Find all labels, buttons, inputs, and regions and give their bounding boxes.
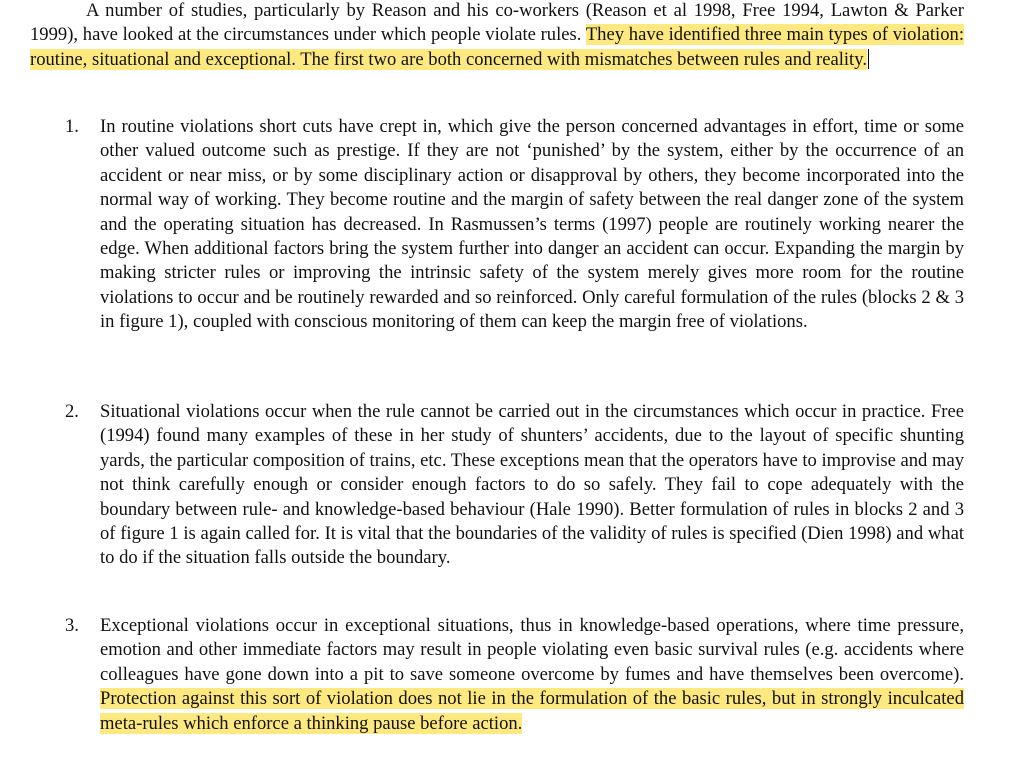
intro-text: A number of studies, particularly by Reason and his co-workers (Reason et al 1998, Free 1994, Lawton & Parker 1999), have looked at the circumstances under which people violate rules. bbox=[30, 0, 964, 46]
list-item-text: Situational violations occur when the rule cannot be carried out in the circumstances which occur in practice. Free (1994) found many examples of these in her study of shunters’ accidents, due to the layout of specific shunting yards, the particular composition of trains, etc. These exceptions mean that the operators have to improvise and may not think carefully enough or consider enough factors to do so safely. They fail to cope adequately with the boundary between rule- and knowledge-based behaviour (Hale 1990). Better formulation of rules in blocks 2 and 3 of figure 1 is again called for. It is vital that the boundaries of the validity of rules is specified (Dien 1998) and what to do if the situation falls outside the boundary. bbox=[100, 401, 965, 569]
list-item-situational-violations[interactable] bbox=[60, 400, 964, 571]
list-item-number: 2. bbox=[65, 401, 79, 422]
list-item-number: 1. bbox=[65, 116, 79, 137]
text-cursor bbox=[868, 49, 869, 69]
list-item-text: In routine violations short cuts have crept in, which give the person concerned advantages in effort, time or some other valued outcome such as prestige. If they are not ‘punished’ by the system, either by the occurrence of an accident or near miss, or by some disciplinary action or disapproval by others, they become incorporated into the normal way of working. They become routine and the margin of safety between the real danger zone of the system and the operating situation has decreased. In Rasmussen’s terms (1997) people are routinely working nearer the edge. When additional factors bring the system further into danger an accident can occur. Expanding the margin by making stricter rules or improving the intrinsic safety of the system merely gives more room for the routine violations to occur and be routinely rewarded and so reinforced. Only careful formulation of the rules (blocks 2 & 3 in figure 1), coupled with conscious monitoring of them can keep the margin free of violations. bbox=[100, 116, 964, 333]
list-item-highlight[interactable]: Protection against this sort of violation does not lie in the formulation of the basic rules, but in strongly inculcated meta-rules which enforce a thinking pause before action. bbox=[100, 688, 964, 734]
list-item-routine-violations[interactable] bbox=[60, 115, 964, 335]
list-item-text-plain: Exceptional violations occur in exceptional situations, thus in knowledge-based operations, where time pressure, emotion and other immediate factors may result in people violating even basic survival rules (e.g. accidents where colleagues have gone down into a pit to save someone overcome by fumes and have themselves been overcome). bbox=[100, 615, 964, 685]
list-item-text bbox=[100, 614, 964, 736]
intro-paragraph[interactable] bbox=[30, 0, 964, 72]
list-item-exceptional-violations[interactable] bbox=[60, 614, 964, 736]
intro-highlight[interactable]: They have identified three main types of violation: routine, situational and exceptional. The first two are both concerned with mismatches between rules and reality. bbox=[30, 24, 964, 70]
list-item-number: 3. bbox=[65, 615, 79, 636]
